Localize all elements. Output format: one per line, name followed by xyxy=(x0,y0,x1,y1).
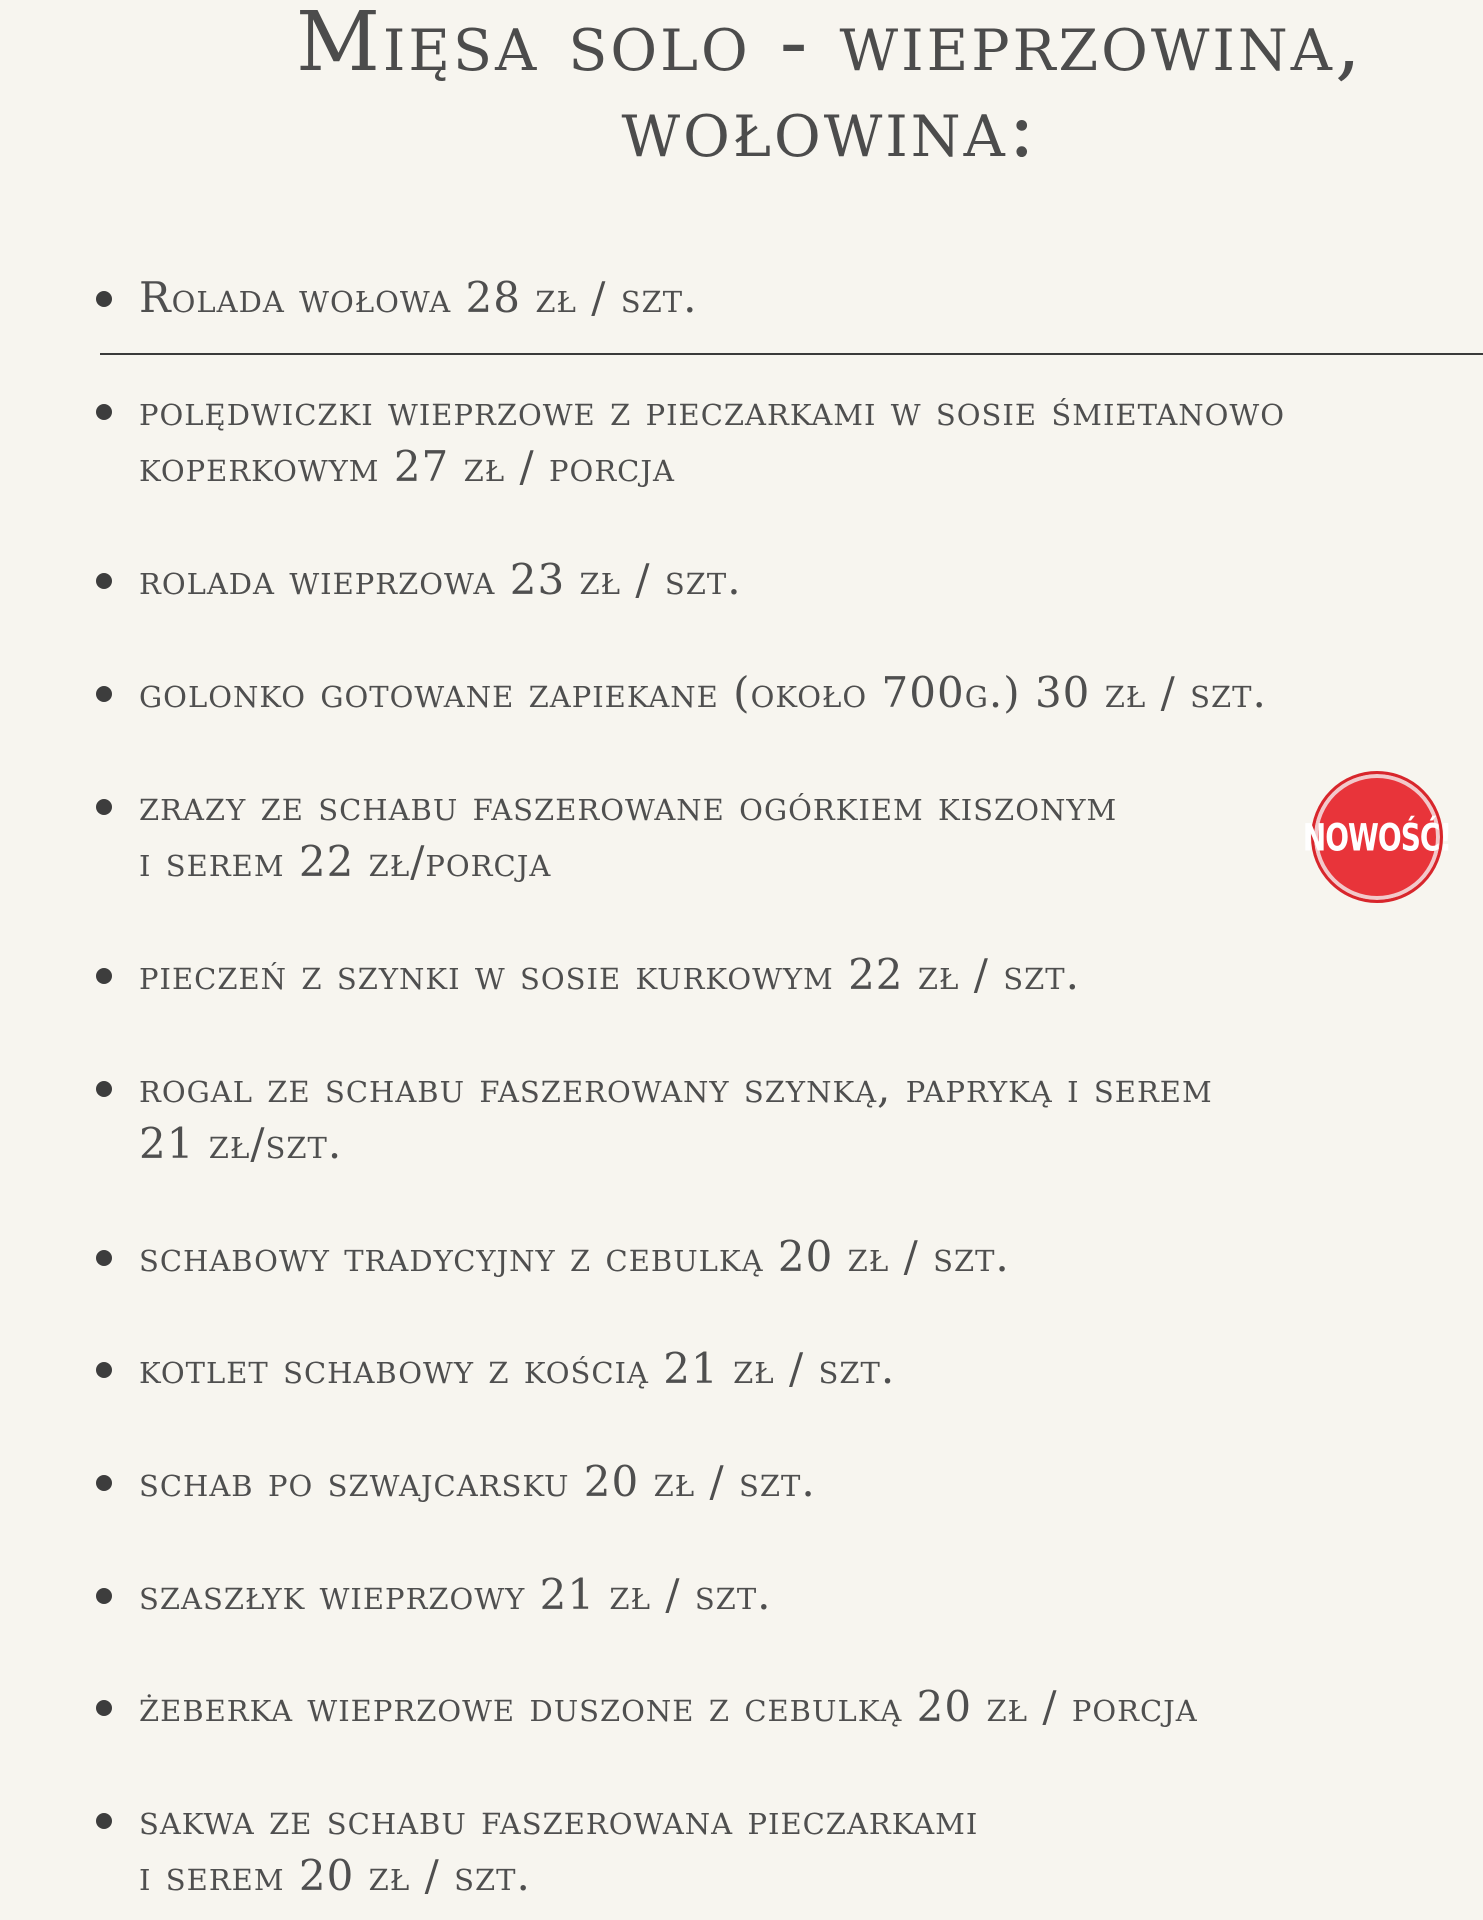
menu-item-text: rolada wieprzowa 23 zł / szt. xyxy=(139,555,742,604)
bullet-icon xyxy=(96,1362,112,1378)
bullet-icon xyxy=(96,1700,112,1716)
menu-item-text: sakwa ze schabu faszerowana pieczarkami i serem 20 zł / szt. xyxy=(139,1795,979,1900)
bullet-icon xyxy=(96,573,112,589)
bullet-icon xyxy=(96,799,112,815)
title-line-2: wołowina: xyxy=(621,81,1039,176)
menu-item-text: pieczeń z szynki w sosie kurkowym 22 zł / szt. xyxy=(139,950,1080,999)
menu-item-text: Rolada wołowa 28 zł / szt. xyxy=(139,273,698,322)
menu-item-text: żeberka wieprzowe duszone z cebulką 20 zł / porcja xyxy=(139,1682,1198,1731)
menu-item-text: schabowy tradycyjny z cebulką 20 zł / szt. xyxy=(139,1232,1010,1281)
menu-item-text: golonko gotowane zapiekane (około 700g.) 30 zł / szt. xyxy=(139,668,1267,717)
menu-item-text: kotlet schabowy z kością 21 zł / szt. xyxy=(139,1344,896,1393)
new-badge xyxy=(1302,771,1452,903)
bullet-icon xyxy=(96,686,112,702)
menu-item-text: polędwiczki wieprzowe z pieczarkami w sosie śmietanowo koperkowym 27 zł / porcja xyxy=(139,386,1286,491)
bullet-icon xyxy=(96,1250,112,1266)
new-badge-label: NOWOŚĆ! xyxy=(1302,814,1452,860)
title-line-1: Mięsa solo - wieprzowina, xyxy=(295,0,1365,90)
bullet-icon xyxy=(96,1588,112,1604)
bullet-icon xyxy=(96,1475,112,1491)
menu-item-text: zrazy ze schabu faszerowane ogórkiem kiszonym i serem 22 zł/porcja xyxy=(139,781,1118,886)
bullet-icon xyxy=(96,1081,112,1097)
divider xyxy=(100,353,1483,355)
bullet-icon xyxy=(96,404,112,420)
menu-item-text: rogal ze schabu faszerowany szynką, papryką i serem 21 zł/szt. xyxy=(139,1063,1213,1168)
menu-item-text: szaszłyk wieprzowy 21 zł / szt. xyxy=(139,1570,772,1619)
bullet-icon xyxy=(96,291,112,307)
menu-item-text: schab po szwajcarsku 20 zł / szt. xyxy=(139,1457,816,1506)
bullet-icon xyxy=(96,1813,112,1829)
bullet-icon xyxy=(96,968,112,984)
